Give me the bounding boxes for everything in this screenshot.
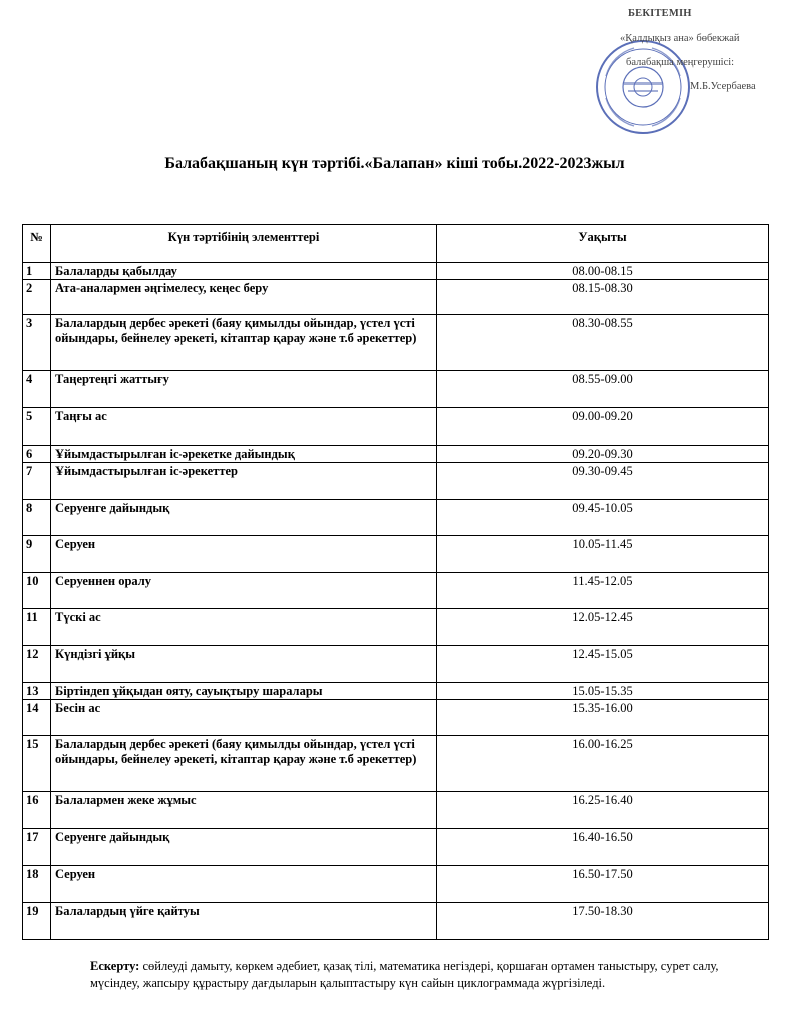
row-num: 11 [23,609,51,646]
row-activity: Серуеннен оралу [51,573,437,609]
note-text: сөйлеуді дамыту, көркем әдебиет, қазақ тілі, математика негіздері, қоршаған ортамен таныстыру, сурет салу, мүсіндеу, жапсыру құрастыру дағдыларын қалыптастыру күн сайын циклограммада жүргізіледі. [90,959,719,990]
row-time: 09.30-09.45 [437,463,769,500]
approval-block [600,4,785,139]
approval-name: М.Б.Усербаева [690,81,756,92]
schedule-table [22,224,769,940]
row-num: 6 [23,446,51,463]
row-time: 09.20-09.30 [437,446,769,463]
row-activity: Ұйымдастырылған іс-әрекеттер [51,463,437,500]
page-title: Балабақшаның күн тәртібі.«Балапан» кіші тобы.2022-2023жыл [164,155,625,172]
row-activity: Серуен [51,536,437,573]
row-activity: Таңертеңгі жаттығу [51,371,437,408]
row-num: 13 [23,683,51,700]
row-num: 12 [23,646,51,683]
table-row [23,463,769,500]
table-row [23,792,769,829]
row-activity: Серуенге дайындық [51,500,437,536]
row-time: 09.45-10.05 [437,500,769,536]
row-time: 09.00-09.20 [437,408,769,446]
row-time: 08.55-09.00 [437,371,769,408]
row-activity: Күндізгі ұйқы [51,646,437,683]
header-activity: Күн тәртібінің элементтері [51,225,437,263]
row-num: 9 [23,536,51,573]
row-num: 14 [23,700,51,736]
row-time: 10.05-11.45 [437,536,769,573]
row-time: 08.30-08.55 [437,315,769,371]
row-activity: Ұйымдастырылған іс-әрекетке дайындық [51,446,437,463]
row-num: 3 [23,315,51,371]
row-activity: Балалармен жеке жұмыс [51,792,437,829]
row-activity: Бесін ас [51,700,437,736]
table-row [23,408,769,446]
row-num: 5 [23,408,51,446]
row-time: 16.25-16.40 [437,792,769,829]
row-time: 16.00-16.25 [437,736,769,792]
row-num: 10 [23,573,51,609]
table-row [23,263,769,280]
approval-heading: БЕКІТЕМІН [628,8,692,19]
table-row [23,646,769,683]
row-activity: Түскі ас [51,609,437,646]
table-row [23,536,769,573]
row-num: 7 [23,463,51,500]
approval-org: «Қалдықыз ана» бөбекжай [620,33,740,44]
header-num: № [23,225,51,263]
row-num: 2 [23,280,51,315]
row-num: 1 [23,263,51,280]
table-row [23,903,769,940]
row-time: 16.50-17.50 [437,866,769,903]
row-time: 08.15-08.30 [437,280,769,315]
table-row [23,736,769,792]
row-time: 15.05-15.35 [437,683,769,700]
table-row [23,866,769,903]
row-time: 16.40-16.50 [437,829,769,866]
table-row [23,315,769,371]
table-row [23,446,769,463]
note-label: Ескерту: [90,959,140,973]
table-row [23,371,769,408]
row-time: 15.35-16.00 [437,700,769,736]
row-time: 08.00-08.15 [437,263,769,280]
table-header-row [23,225,769,263]
table-row [23,609,769,646]
table-row [23,573,769,609]
header-time: Уақыты [437,225,769,263]
row-num: 15 [23,736,51,792]
row-activity: Балаларды қабылдау [51,263,437,280]
row-time: 11.45-12.05 [437,573,769,609]
table-row [23,683,769,700]
row-num: 19 [23,903,51,940]
row-activity: Таңғы ас [51,408,437,446]
row-time: 12.05-12.45 [437,609,769,646]
row-activity: Серуен [51,866,437,903]
approval-position: балабақша меңгерушісі: [626,57,735,68]
row-activity: Біртіндеп ұйқыдан ояту, сауықтыру шаралары [51,683,437,700]
row-activity: Серуенге дайындық [51,829,437,866]
table-row [23,700,769,736]
row-time: 12.45-15.05 [437,646,769,683]
row-activity: Ата-аналармен әңгімелесу, кеңес беру [51,280,437,315]
row-time: 17.50-18.30 [437,903,769,940]
row-activity: Балалардың дербес әрекеті (баяу қимылды ойындар, үстел үсті ойындары, бейнелеу әрекеті, кітаптар қарау және т.б әрекеттер) [51,315,437,371]
row-num: 4 [23,371,51,408]
table-row [23,500,769,536]
row-activity: Балалардың үйге қайтуы [51,903,437,940]
row-activity: Балалардың дербес әрекеті (баяу қимылды ойындар, үстел үсті ойындары, бейнелеу әрекеті, кітаптар қарау және т.б әрекеттер) [51,736,437,792]
row-num: 16 [23,792,51,829]
table-row [23,280,769,315]
note-paragraph [90,958,770,992]
row-num: 8 [23,500,51,536]
row-num: 18 [23,866,51,903]
seal-icon [594,38,692,136]
table-row [23,829,769,866]
row-num: 17 [23,829,51,866]
